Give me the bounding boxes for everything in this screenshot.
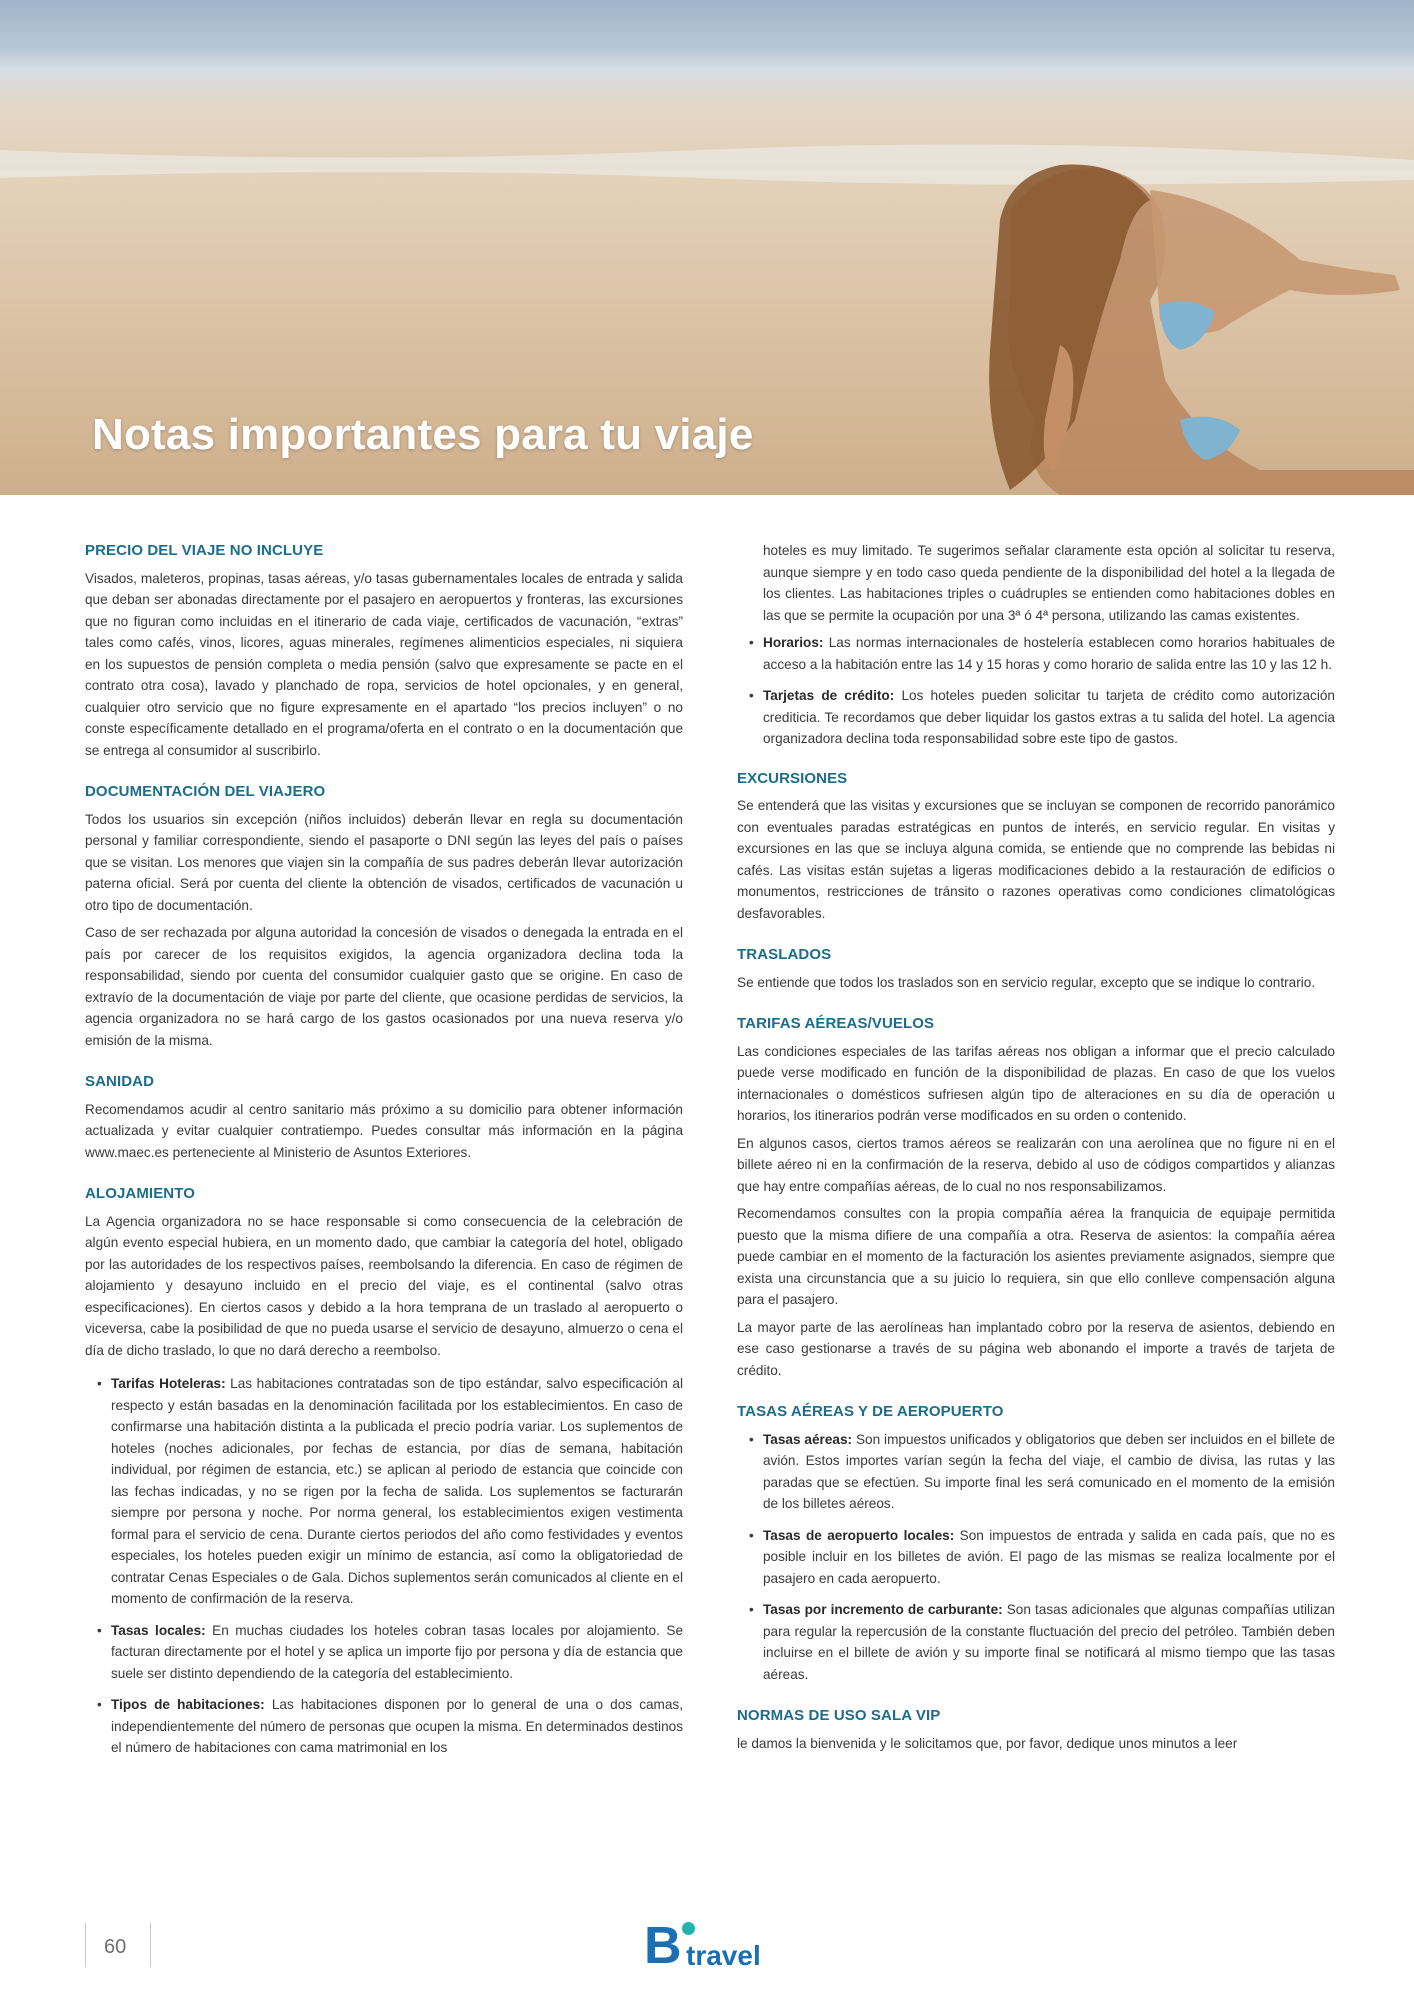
item-term: Horarios: [763, 635, 824, 650]
list-item [737, 632, 1335, 675]
paragraph: Recomendamos consultes con la propia compañía aérea la franquicia de equipaje permitida puesto que la misma difiere de una compañía a otra. Reserva de asientos: la compañía aérea puede cambiar en el momento de la facturación los asientes previamente asignados, siempre que exista una circunstancia que a su juicio lo requiera, sin que ello conlleve compensación alguna para el pasajero. [737, 1206, 1335, 1307]
section-traslados [737, 944, 1335, 993]
logo-letter: B [644, 1917, 682, 1975]
bullet-list [737, 1429, 1335, 1686]
item-term: Tarifas Hoteleras: [111, 1376, 226, 1391]
section-excursiones [737, 768, 1335, 925]
right-column [737, 540, 1335, 1774]
bullet-list [737, 632, 1335, 750]
item-text: Son impuestos de entrada y salida en cada país, que no es posible incluir en los billetes de avión. El pago de las mismas se realiza localmente por el pasajero en cada aeropuerto. [763, 1527, 1336, 1586]
item-text: Los hoteles pueden solicitar tu tarjeta de crédito como autorización crediticia. Te recordamos que deber liquidar los gastos extras a tu salida del hotel. La agencia organizadora declina toda responsabilidad sobre este tipo de gastos. [763, 688, 1335, 746]
paragraph: hoteles es muy limitado. Te sugerimos señalar claramente esta opción al solicitar tu reserva, aunque siempre y en todo caso queda pendiente de la disponibilidad del hotel a la llegada de los clientes. Las habitaciones triples o cuádruples se entienden como habitaciones dobles en las que se permite la ocupación por una 3ª ó 4ª persona, utilizando las camas existentes. [763, 543, 1335, 623]
section-precio [85, 540, 683, 761]
section-documentacion [85, 781, 683, 1051]
paragraph: Todos los usuarios sin excepción (niños incluidos) deberán llevar en regla su documentación personal y familiar correspondiente, siendo el pasaporte o DNI según las leyes del país o países que se visitan. Los menores que viajen sin la compañía de sus padres deberán llevar autorización paterna oficial. Será por cuenta del cliente la obtención de visados, certificados de vacunación u otro tipo de documentación. [85, 811, 683, 913]
item-term: Tasas locales: [111, 1622, 206, 1638]
paragraph: Las condiciones especiales de las tarifas aéreas nos obligan a informar que el precio calculado puede verse modificado en función de la disponibilidad de plazas. En caso de que los vuelos internacionales o domésticos sufriesen algún tipo de alteraciones en su día de operación u horarios, los itinerarios podrán verse modificados en su orden o contenido. [737, 1043, 1335, 1123]
logo-dot-icon [682, 1922, 695, 1935]
footer-divider-left [85, 1923, 86, 1967]
section-heading: EXCURSIONES [737, 769, 848, 787]
paragraph: En algunos casos, ciertos tramos aéreos se realizarán con una aerolínea que no figure ni en el billete aéreo ni en la confirmación de la reserva, debido al uso de códigos compartidos y alianzas que hay entre compañías aéreas, de lo cual no nos responsabilizamos. [737, 1135, 1335, 1194]
paragraph: Recomendamos acudir al centro sanitario más próximo a su domicilio para obtener información actualizada y evitar cualquier contratiempo. Puedes consultar más información en la página www.maec.es perteneciente al Ministerio de Asuntos Exteriores. [85, 1101, 683, 1160]
item-text: Son impuestos unificados y obligatorios que deben ser incluidos en el billete de avión. Estos importes varían según la fecha del viaje, el cambio de divisa, las rutas y las paradas que se efectúen. Su importe final les será comunicado en el momento de la emisión de los billetes aéreos. [763, 1431, 1335, 1511]
section-tarifas [737, 1013, 1335, 1381]
section-heading: NORMAS DE USO SALA VIP [737, 1707, 941, 1724]
hero-photo [0, 0, 1414, 495]
section-heading: TRASLADOS [737, 946, 832, 963]
paragraph: Se entenderá que las visitas y excursiones que se incluyan se componen de recorrido panorámico con eventuales paradas estratégicas en puntos de interés, en servicio regular. En visitas y excursiones en las que se incluya alguna comida, se entiende que no comprende las bebidas ni cafés. Las visitas están sujetas a ligeras modificaciones debido a la restauración de edificios o monumentos, restricciones de tránsito o razones operativas como condiciones climatológicas desfavorables. [737, 798, 1335, 921]
item-text: Las habitaciones disponen por lo general de una o dos camas, independientemente del número de personas que ocupen la misma. En determinados destinos el número de habitaciones con cama matrimonial en los [111, 1697, 684, 1755]
item-term: Tasas por incremento de carburante: [763, 1602, 1003, 1617]
section-heading: TARIFAS AÉREAS/VUELOS [737, 1015, 935, 1032]
section-heading: PRECIO DEL VIAJE NO INCLUYE [85, 542, 324, 559]
item-term: Tipos de habitaciones: [111, 1697, 265, 1712]
item-text: En muchas ciudades los hoteles cobran tasas locales por alojamiento. Se facturan directamente por el hotel y se aplica un importe fijo por persona y día de estancia que suele ser distinto dependiendo de la categoría del establecimiento. [111, 1622, 684, 1681]
section-heading: TASAS AÉREAS Y DE AEROPUERTO [737, 1403, 1004, 1420]
list-item [737, 1525, 1335, 1590]
section-tasas [737, 1401, 1335, 1685]
page-title: Notas importantes para tu viaje [92, 410, 754, 459]
btravel-logo [640, 1918, 780, 1974]
item-text: Son tasas adicionales que algunas compañías utilizan para regular la repercusión de la constante fluctuación del precio del petróleo. También deben incluirse en el billete de avión y su importe final se notificará al mismo tiempo que las tasas aéreas. [763, 1602, 1335, 1682]
paragraph: Se entiende que todos los traslados son en servicio regular, excepto que se indique lo contrario. [737, 974, 1316, 990]
list-item [85, 1620, 683, 1685]
item-text: Las habitaciones contratadas son de tipo estándar, salvo especificación al respecto y están basadas en la denominación facilitada por los establecimientos. En caso de confirmarse una habitación distinta a la publicada el precio podría variar. Los suplementos de hoteles (noches adicionales, por fechas de estancia, por días de semana, habitación individual, por régimen de estancia, etc.) se aplican al periodo de estancia que coincide con las fechas indicadas, y no se rigen por la fecha de salida. Los suplementos se facturarán siempre por persona y noche. Por norma general, los establecimientos exigen vestimenta formal para el servicio de cena. Durante ciertos periodos del año como festividades y eventos especiales, los hoteles pueden exigir un mínimo de estancia, así como la obligatoriedad de contratar Cenas Especiales o de Gala. Dichos suplementos serán comunicados al cliente en el momento de confirmación de la reserva. [111, 1376, 684, 1606]
section-sala-vip [737, 1705, 1335, 1754]
list-item [737, 685, 1335, 750]
paragraph: La mayor parte de las aerolíneas han implantado cobro por la reserva de asientos, debiendo en ese caso gestionarse a través de su página web abonando el importe a través de tarjeta de crédito. [737, 1319, 1335, 1378]
section-alojamiento-continued [737, 540, 1335, 750]
paragraph: Visados, maleteros, propinas, tasas aéreas, y/o tasas gubernamentales locales de entrada y salida que deban ser abonadas directamente por el pasajero en aeropuertos y fronteras, las excursiones que no figuran como incluidas en el itinerario de cada viaje, certificados de vacunación, “extras” tales como cafés, vinos, licores, aguas minerales, regímenes alimenticios especiales, ni siquiera en los supuestos de pensión completa o media pensión (salvo que expresamente se pacte en el contrato otra cosa), lavado y planchado de ropa, servicios de hotel opcionales, y en general, cualquier otro servicio que no figure expresamente en el apartado “los precios incluyen” o no conste específicamente detallado en el programa/oferta en el contrato o en la documentación que se entrega al consumidor al suscribirlo. [85, 570, 683, 758]
page-number: 60 [104, 1936, 127, 1958]
left-column [85, 540, 683, 1779]
section-sanidad [85, 1071, 683, 1163]
section-heading: ALOJAMIENTO [85, 1185, 195, 1202]
paragraph: La Agencia organizadora no se hace responsable si como consecuencia de la celebración de algún evento especial hubiera, en un momento dado, que cambiar la categoría del hotel, obligado por las autoridades de los respectivos países, reembolsando la diferencia. En caso de régimen de alojamiento y desayuno incluido en el precio del viaje, es el continental (salvo otras especificaciones). En ciertos casos y debido a la hora temprana de un traslado al aeropuerto o viceversa, cabe la posibilidad de que no pueda usarse el servicio de desayuno, almuerzo o cena el día de dicho traslado, lo que no dará derecho a reembolso. [85, 1213, 683, 1358]
bullet-list [85, 1373, 683, 1759]
list-item [737, 1599, 1335, 1685]
paragraph: Caso de ser rechazada por alguna autoridad la concesión de visados o denegada la entrada en el país por carecer de los requisitos exigidos, la agencia organizadora declina toda la responsabilidad, siendo por cuenta del consumidor cualquier gasto que se origine. En caso de extravío de la documentación de viaje por parte del cliente, que ocasione perdidas de servicios, la agencia organizadora no se hará cargo de los gastos ocasionados por una nueva reserva y/o emisión de la misma. [85, 925, 683, 1048]
list-item [85, 1373, 683, 1610]
logo-text: travel [686, 1940, 761, 1971]
section-heading: SANIDAD [85, 1073, 155, 1090]
item-term: Tasas de aeropuerto locales: [763, 1527, 955, 1543]
item-text: Las normas internacionales de hostelería establecen como horarios habituales de acceso a la habitación entre las 14 y 15 horas y como horario de salida entre las 10 y las 12 h. [763, 635, 1335, 672]
paragraph: le damos la bienvenida y le solicitamos que, por favor, dedique unos minutos a leer [737, 1735, 1238, 1751]
list-item [737, 1429, 1335, 1515]
list-item [85, 1694, 683, 1759]
item-term: Tarjetas de crédito: [763, 688, 895, 703]
section-alojamiento [85, 1183, 683, 1759]
footer-divider-right [150, 1923, 151, 1967]
section-heading: DOCUMENTACIÓN DEL VIAJERO [85, 783, 326, 800]
item-term: Tasas aéreas: [763, 1431, 853, 1447]
